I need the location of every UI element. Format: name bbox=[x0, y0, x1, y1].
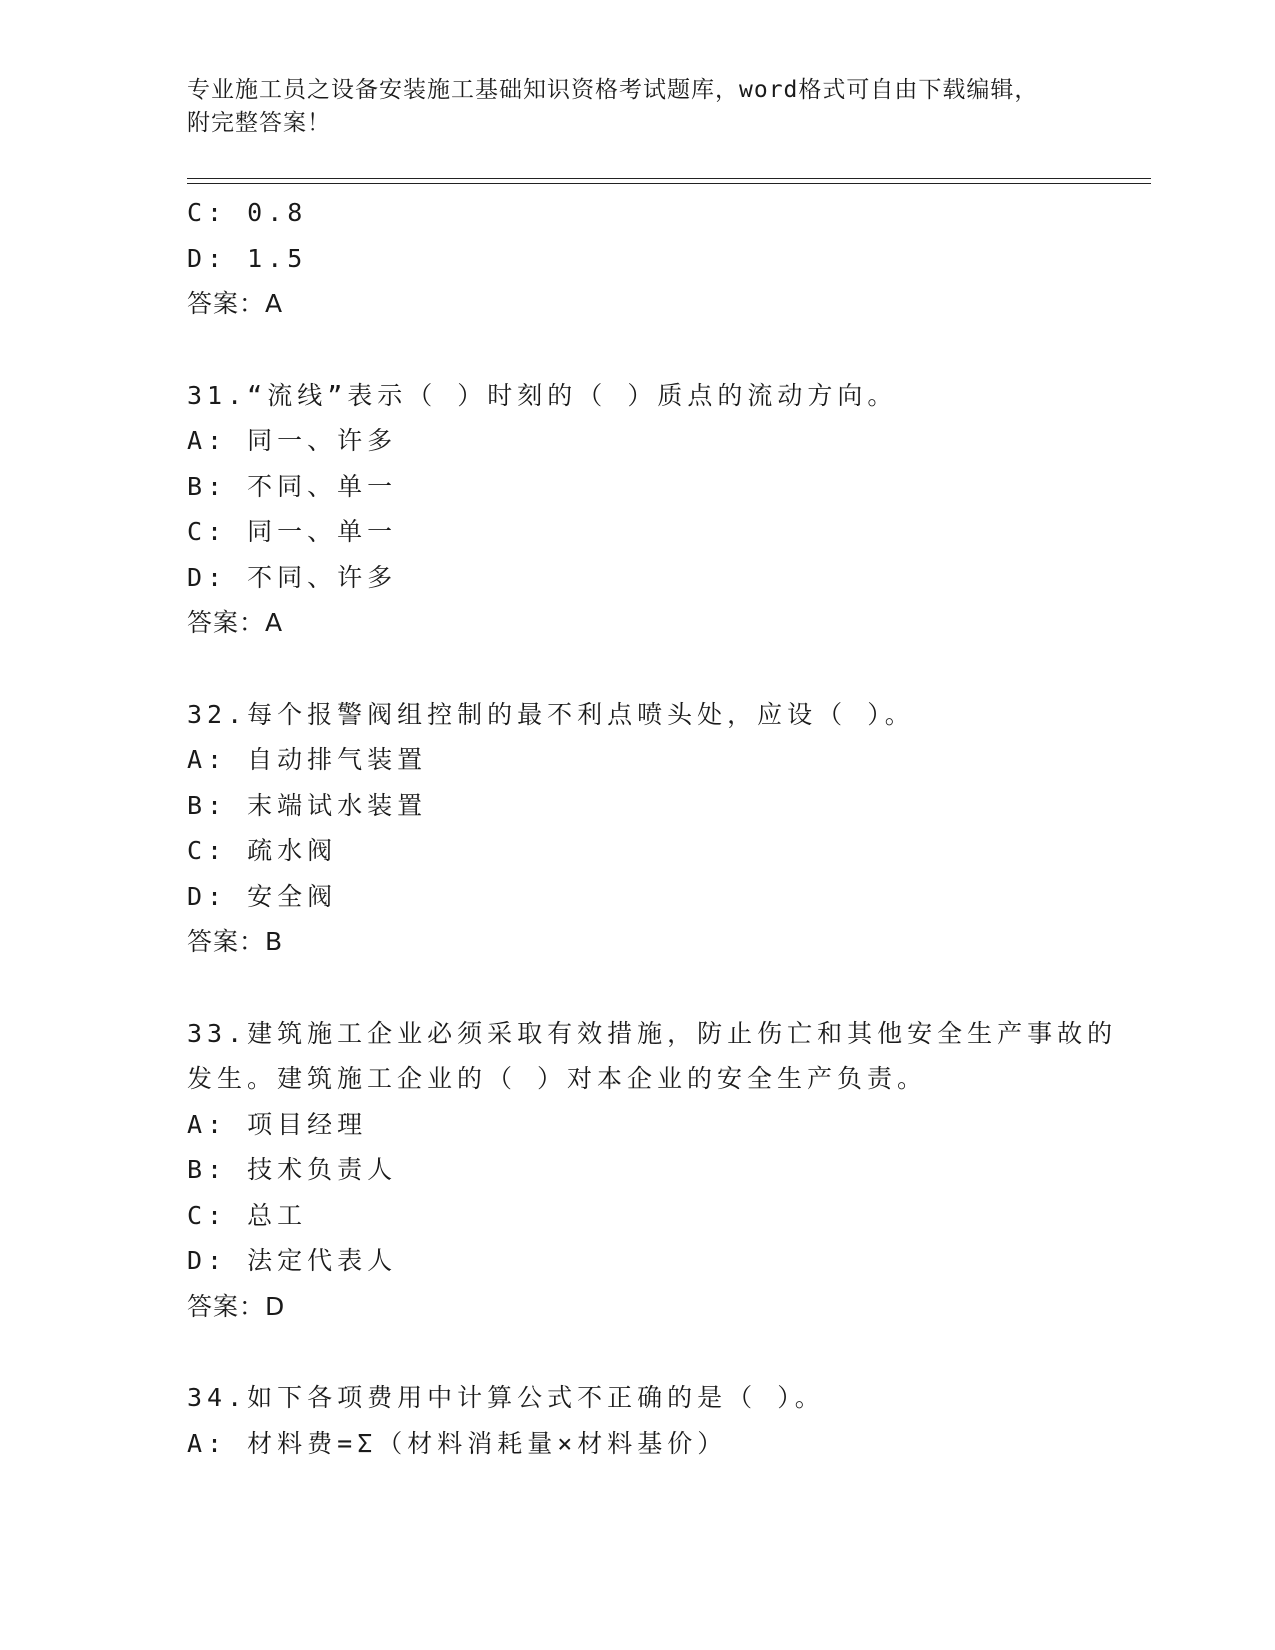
option-d: D: 1.5 bbox=[187, 243, 308, 273]
option-c: C: 同一、单一 bbox=[187, 517, 398, 546]
option-c: C: 总工 bbox=[187, 1200, 308, 1230]
option-c: C: 0.8 bbox=[187, 198, 308, 227]
document-header bbox=[187, 74, 1087, 140]
spacer bbox=[187, 965, 1107, 1011]
question-text-line-1: 33.建筑施工企业必须采取有效措施，防止伤亡和其他安全生产事故的 bbox=[187, 1018, 1118, 1048]
option-b: B: 末端试水装置 bbox=[187, 790, 428, 820]
option-c: C: 疏水阀 bbox=[187, 836, 338, 865]
question-text: 31.“流线”表示（ ）时刻的（ ）质点的流动方向。 bbox=[187, 380, 898, 410]
header-divider-bottom bbox=[187, 183, 1151, 184]
header-divider-top bbox=[187, 178, 1151, 179]
option-a: A: 材料费=Σ（材料消耗量×材料基价） bbox=[187, 1428, 728, 1458]
answer-line: 答案：A bbox=[187, 289, 284, 318]
spacer bbox=[187, 1329, 1107, 1375]
answer-line: 答案：B bbox=[187, 927, 284, 956]
option-d: D: 不同、许多 bbox=[187, 562, 398, 592]
option-d: D: 安全阀 bbox=[187, 881, 338, 911]
option-b: B: 技术负责人 bbox=[187, 1155, 398, 1184]
header-title-line-2: 附完整答案！ bbox=[187, 110, 331, 136]
question-33 bbox=[187, 1011, 1118, 1330]
question-34 bbox=[187, 1375, 1107, 1466]
spacer bbox=[187, 646, 1107, 692]
question-list bbox=[187, 190, 1118, 1466]
answer-line: 答案：D bbox=[187, 1291, 286, 1321]
prev-question-block bbox=[187, 190, 1107, 327]
question-32 bbox=[187, 692, 1107, 965]
question-text-line-2: 发生。建筑施工企业的（ ）对本企业的安全生产负责。 bbox=[187, 1064, 928, 1093]
option-b: B: 不同、单一 bbox=[187, 471, 398, 501]
answer-line: 答案：A bbox=[187, 608, 284, 637]
option-d: D: 法定代表人 bbox=[187, 1246, 398, 1275]
option-a: A: 同一、许多 bbox=[187, 426, 398, 455]
question-text: 32.每个报警阀组控制的最不利点喷头处，应设（ ）。 bbox=[187, 699, 915, 729]
question-text: 34.如下各项费用中计算公式不正确的是（ ）。 bbox=[187, 1383, 825, 1412]
question-31 bbox=[187, 373, 1107, 646]
option-a: A: 自动排气装置 bbox=[187, 745, 428, 774]
spacer bbox=[187, 327, 1107, 373]
option-a: A: 项目经理 bbox=[187, 1109, 368, 1139]
header-title-line-1: 专业施工员之设备安装施工基础知识资格考试题库，word格式可自由下载编辑， bbox=[187, 77, 1039, 103]
